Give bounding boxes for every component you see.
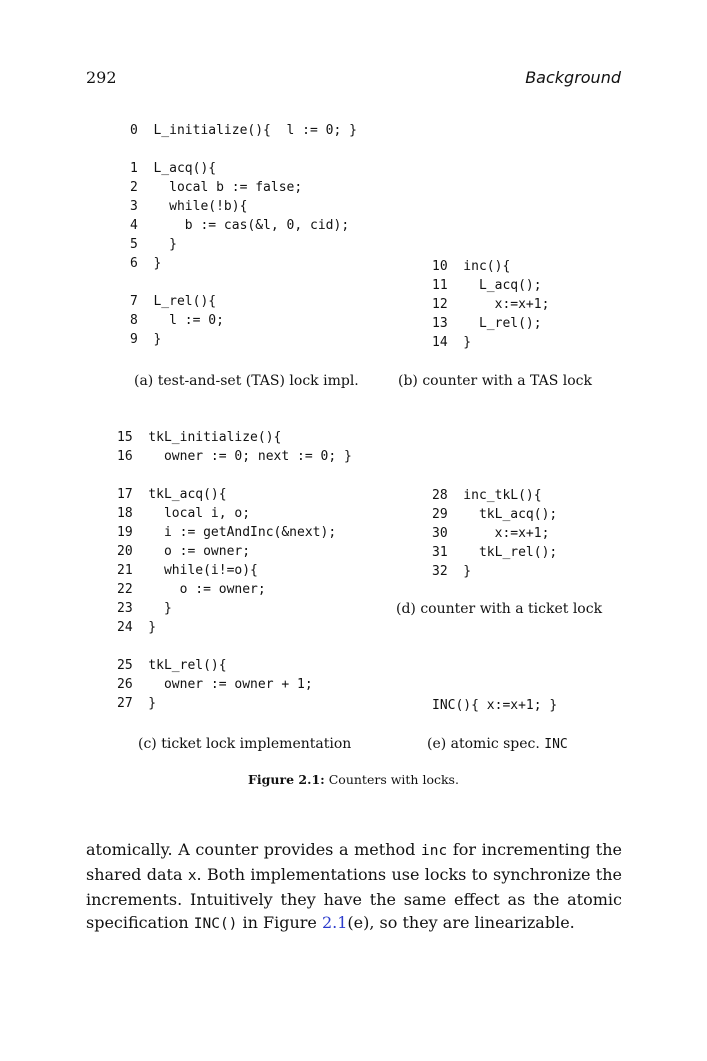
subcaption-c: (c) ticket lock implementation (138, 736, 352, 752)
body-text-run: . Both implementations use locks to synchronize the increments. Intuitively they have the same effect as the atomic specification (86, 865, 623, 932)
code-line: 15 tkL_initialize(){ (117, 430, 282, 445)
code-line: 13 L_rel(); (432, 316, 542, 331)
code-line: 5 } (130, 237, 177, 252)
code-line: 24 } (117, 620, 157, 635)
code-line: 11 L_acq(); (432, 278, 542, 293)
code-line: 28 inc_tkL(){ (432, 488, 542, 503)
body-paragraph (86, 838, 622, 936)
subcaption-e-text: (e) atomic spec. (427, 736, 540, 752)
code-line: 18 local i, o; (117, 506, 251, 521)
code-listing-tas-lock (130, 121, 357, 349)
code-line: 14 } (432, 335, 472, 350)
page-number: 292 (86, 68, 117, 87)
figure-caption-label: Figure 2.1: (248, 772, 325, 787)
subcaption-e (427, 736, 568, 752)
inline-code: x (187, 868, 197, 884)
code-line: 16 owner := 0; next := 0; } (117, 449, 352, 464)
subcaption-b: (b) counter with a TAS lock (398, 373, 592, 389)
code-line: 20 o := owner; (117, 544, 251, 559)
code-line: 12 x:=x+1; (432, 297, 550, 312)
code-line: 25 tkL_rel(){ (117, 658, 227, 673)
code-line: 30 x:=x+1; (432, 526, 550, 541)
code-line: 17 tkL_acq(){ (117, 487, 227, 502)
code-line: 1 L_acq(){ (130, 161, 217, 176)
inline-code: inc (421, 843, 448, 859)
code-listing-ticket-lock (117, 428, 352, 713)
code-line: INC(){ x:=x+1; } (432, 698, 558, 713)
inline-code: INC() (193, 916, 238, 932)
code-line: 27 } (117, 696, 157, 711)
code-line: 8 l := 0; (130, 313, 224, 328)
code-line: 10 inc(){ (432, 259, 511, 274)
subcaption-d: (d) counter with a ticket lock (396, 601, 603, 617)
body-text-run: in Figure (237, 913, 322, 932)
code-line: 3 while(!b){ (130, 199, 248, 214)
code-line: 23 } (117, 601, 172, 616)
running-head: Background (525, 68, 621, 87)
body-text-run: atomically. A counter provides a method (86, 840, 422, 859)
code-listing-atomic-spec (432, 696, 557, 715)
figure-caption-text: Counters with locks. (328, 772, 459, 787)
code-listing-ticket-counter (432, 486, 557, 581)
code-line: 21 while(i!=o){ (117, 563, 258, 578)
subcaption-a: (a) test-and-set (TAS) lock impl. (134, 373, 359, 389)
code-line: 0 L_initialize(){ l := 0; } (130, 123, 357, 138)
code-listing-tas-counter (432, 257, 549, 352)
subcaption-e-code: INC (544, 737, 568, 752)
code-line: 9 } (130, 332, 162, 347)
code-line: 7 L_rel(){ (130, 294, 217, 309)
code-line: 2 local b := false; (130, 180, 303, 195)
code-line: 26 owner := owner + 1; (117, 677, 313, 692)
code-line: 4 b := cas(&l, 0, cid); (130, 218, 350, 233)
code-line: 22 o := owner; (117, 582, 266, 597)
code-line: 29 tkL_acq(); (432, 507, 558, 522)
code-line: 31 tkL_rel(); (432, 545, 558, 560)
body-text-run: (e), so they are linearizable. (347, 913, 575, 932)
code-line: 32 } (432, 564, 472, 579)
body-text-run: for incrementing the shared data (86, 840, 623, 884)
code-line: 6 } (130, 256, 162, 271)
figure-caption (0, 772, 707, 787)
figure-reference-link[interactable]: 2.1 (321, 913, 348, 932)
code-line: 19 i := getAndInc(&next); (117, 525, 337, 540)
